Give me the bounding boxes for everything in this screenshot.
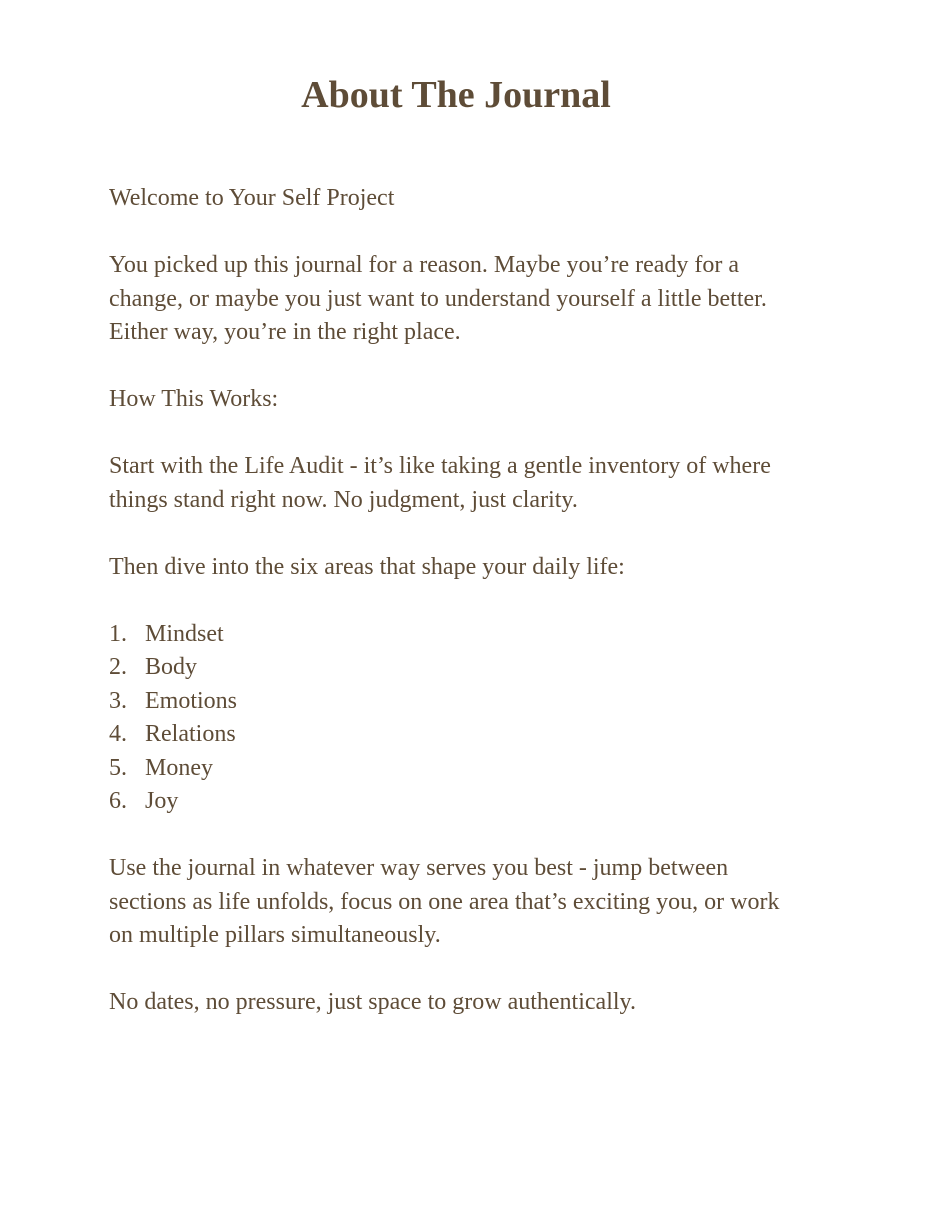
- list-item-label: Emotions: [145, 687, 238, 714]
- areas-list: [109, 618, 789, 819]
- list-item-number: 5.: [109, 754, 127, 781]
- list-item-number: 3.: [109, 687, 127, 714]
- list-item-number: 1.: [109, 620, 127, 647]
- list-item: [109, 718, 789, 752]
- list-item-number: 4.: [109, 721, 127, 747]
- list-item-label: Mindset: [145, 620, 224, 647]
- list-item-label: Joy: [145, 788, 179, 814]
- life-audit-paragraph: Start with the Life Audit - it’s like taking a gentle inventory of where things stand right now. No judgment, just clarity.: [109, 453, 771, 513]
- list-item-number: 2.: [109, 654, 127, 680]
- list-item: [109, 618, 789, 652]
- closing-paragraph: No dates, no pressure, just space to grow authentically.: [109, 989, 636, 1015]
- list-item: [109, 685, 789, 719]
- page-title: About The Journal: [301, 74, 611, 116]
- list-item-number: 6.: [109, 788, 127, 814]
- how-it-works-heading: How This Works:: [109, 386, 279, 412]
- list-item-label: Money: [145, 754, 213, 781]
- page-body: [109, 182, 789, 1053]
- list-item: [109, 785, 789, 819]
- list-item: [109, 651, 789, 685]
- areas-intro-paragraph: Then dive into the six areas that shape your daily life:: [109, 553, 625, 580]
- intro-paragraph: You picked up this journal for a reason. Maybe you’re ready for a change, or maybe you just want to understand yourself a little better. Either way, you’re in the right place.: [109, 252, 767, 345]
- usage-paragraph: Use the journal in whatever way serves you best - jump between sections as life unfolds, focus on one area that’s exciting you, or work on multiple pillars simultaneously.: [109, 855, 780, 948]
- list-item-label: Body: [145, 654, 198, 680]
- welcome-heading: Welcome to Your Self Project: [109, 185, 395, 211]
- list-item-label: Relations: [145, 721, 236, 747]
- list-item: [109, 752, 789, 786]
